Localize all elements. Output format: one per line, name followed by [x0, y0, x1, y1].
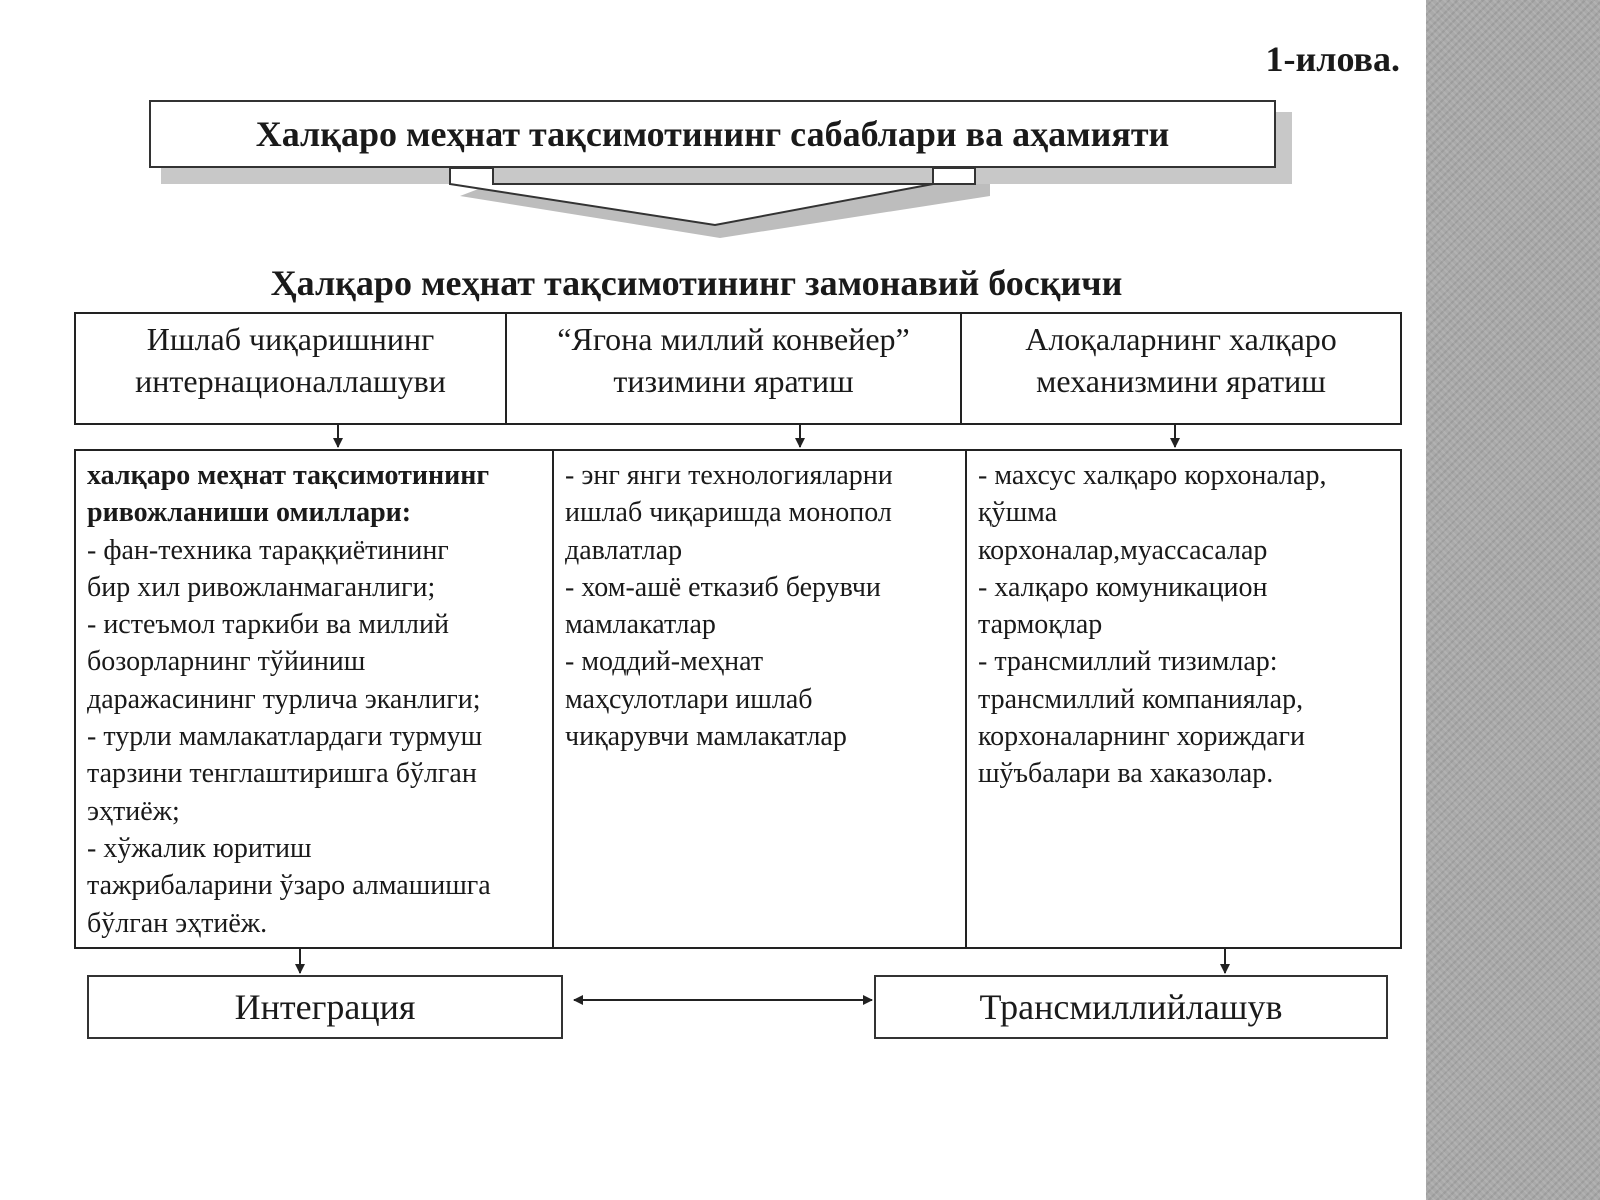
- detail-line: - моддий-меҳнат: [565, 646, 764, 678]
- detail-line: корхоналарнинг хориждаги: [978, 721, 1306, 753]
- stage-cell-conveyor: [505, 314, 960, 423]
- detail-line: бозорларнинг тўйиниш: [87, 646, 366, 678]
- appendix-label: 1-илова.: [1265, 39, 1400, 79]
- detail-line: маҳсулотлари ишлаб: [565, 683, 813, 715]
- outcome-transnationalization-label: Трансмиллийлашув: [979, 987, 1283, 1027]
- detail-line: - хом-ашё етказиб берувчи: [565, 571, 881, 603]
- detail-cell-countries: [552, 451, 965, 947]
- stage-line: “Ягона миллий конвейер”: [557, 321, 910, 357]
- detail-line: тармоқлар: [978, 609, 1103, 641]
- detail-line: мамлакатлар: [565, 609, 716, 641]
- diagram-title: Халқаро меҳнат тақсимотининг сабаблари ва аҳамияти: [255, 114, 1170, 154]
- detail-heading-line: халқаро меҳнат тақсимотининг: [87, 460, 490, 491]
- detail-cell-institutions: [965, 451, 1400, 947]
- stage-heading: Ҳалқаро меҳнат тақсимотининг замонавий босқичи: [270, 263, 1123, 303]
- detail-heading-line: ривожланиши омиллари:: [87, 497, 412, 529]
- stage-line: Алоқаларнинг халқаро: [1025, 321, 1337, 357]
- detail-line: даражасининг турлича эканлиги;: [87, 683, 481, 715]
- detail-line: - истеъмол таркиби ва миллий: [87, 609, 449, 641]
- detail-line: тарзини тенглаштиришга бўлган: [87, 758, 477, 790]
- detail-line: - энг янги технологияларни: [565, 460, 893, 491]
- detail-line: корхоналар,муассасалар: [978, 534, 1268, 566]
- detail-cell-factors: [76, 451, 552, 947]
- detail-line: бир хил ривожланмаганлиги;: [87, 571, 436, 603]
- title-box: [149, 100, 1276, 168]
- outcome-transnationalization-box: [874, 975, 1388, 1039]
- detail-line: - фан-техника тараққиётининг: [87, 534, 449, 566]
- details-row: [74, 449, 1402, 949]
- stages-row: [74, 312, 1402, 425]
- detail-line: - трансмиллий тизимлар:: [978, 646, 1278, 678]
- outcome-integration-box: [87, 975, 563, 1039]
- detail-line: шўъбалари ва хаказолар.: [978, 758, 1274, 790]
- detail-line: ишлаб чиқаришда монопол: [565, 497, 892, 529]
- detail-line: эҳтиёж;: [87, 795, 180, 827]
- detail-line: трансмиллий компаниялар,: [978, 683, 1304, 715]
- detail-line: - хўжалик юритиш: [87, 832, 312, 864]
- stage-cell-mechanism: [960, 314, 1400, 423]
- detail-line: чиқарувчи мамлакатлар: [565, 721, 847, 753]
- detail-line: қўшма: [978, 497, 1058, 529]
- stage-line: тизимини яратиш: [613, 363, 854, 399]
- detail-line: - махсус халқаро корхоналар,: [978, 460, 1327, 491]
- stage-cell-internationalization: [76, 314, 505, 423]
- detail-line: бўлган эҳтиёж.: [87, 907, 268, 939]
- outcome-integration-label: Интеграция: [234, 987, 416, 1027]
- detail-line: тажрибаларини ўзаро алмашишга: [87, 870, 491, 902]
- detail-line: давлатлар: [565, 534, 683, 566]
- stage-line: механизмини яратиш: [1036, 363, 1326, 399]
- stage-line: интернационаллашуви: [135, 363, 446, 399]
- detail-line: - турли мамлакатлардаги турмуш: [87, 721, 483, 753]
- stage-line: Ишлаб чиқаришнинг: [146, 321, 435, 357]
- detail-line: - халқаро комуникацион: [978, 571, 1268, 603]
